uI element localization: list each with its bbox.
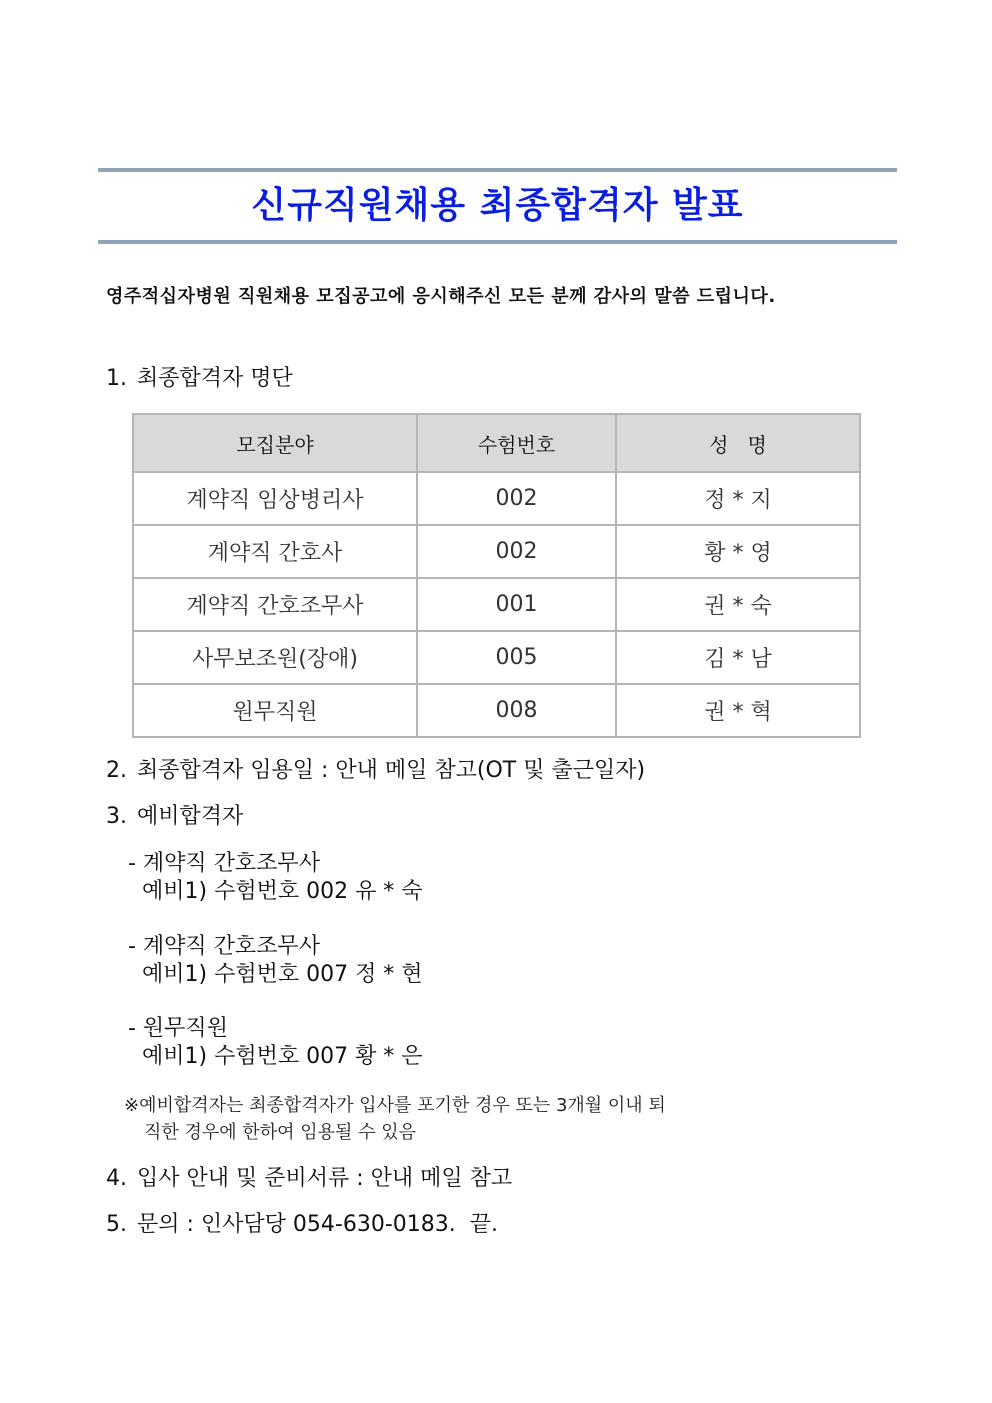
table-row [133, 631, 860, 684]
row-name: 권 * 혁 [616, 684, 860, 737]
table-row [133, 525, 860, 578]
row-name: 김 * 남 [616, 631, 860, 684]
section-4-number: 4. [106, 1166, 127, 1191]
header-field: 모집분야 [133, 414, 417, 472]
page-title: 신규직원채용 최종합격자 발표 [251, 185, 744, 226]
section-1-label: 최종합격자 명단 [137, 366, 293, 391]
reserve-detail: 예비1) 수험번호 007 정 * 현 [142, 962, 423, 987]
header-exam-number: 수험번호 [417, 414, 616, 472]
row-field: 계약직 간호조무사 [133, 578, 417, 631]
row-exam-number: 002 [417, 525, 616, 578]
row-exam-number: 008 [417, 684, 616, 737]
section-2-number: 2. [106, 758, 127, 783]
table-row [133, 684, 860, 737]
reserve-note-line-1: ※예비합격자는 최종합격자가 입사를 포기한 경우 또는 3개월 이내 퇴 [124, 1095, 666, 1116]
header-name: 성 명 [616, 414, 860, 472]
section-3-label: 예비합격자 [137, 804, 244, 829]
table-header-row [133, 414, 860, 472]
section-3-number: 3. [106, 804, 127, 829]
section-5-label: 문의 : 인사담당 054-630-0183. 끝. [137, 1212, 498, 1237]
section-4-label: 입사 안내 및 준비서류 : 안내 메일 참고 [137, 1166, 513, 1191]
reserve-field: - 계약직 간호조무사 [128, 934, 320, 959]
title-top-rule [98, 168, 897, 172]
row-field: 사무보조원(장애) [133, 631, 417, 684]
section-2-label: 최종합격자 임용일 : 안내 메일 참고(OT 및 출근일자) [137, 758, 646, 783]
section-3-heading [106, 802, 243, 832]
table-row [133, 578, 860, 631]
row-exam-number: 005 [417, 631, 616, 684]
section-4-heading [106, 1164, 512, 1194]
row-name: 정 * 지 [616, 472, 860, 525]
section-1-number: 1. [106, 366, 127, 391]
section-1-heading [106, 364, 293, 394]
row-field: 원무직원 [133, 684, 417, 737]
section-5-number: 5. [106, 1212, 127, 1237]
reserve-field: - 원무직원 [128, 1016, 228, 1041]
row-exam-number: 002 [417, 472, 616, 525]
title-bottom-rule [98, 240, 897, 244]
reserve-detail: 예비1) 수험번호 002 유 * 숙 [142, 879, 423, 904]
row-field: 계약직 임상병리사 [133, 472, 417, 525]
intro-text: 영주적십자병원 직원채용 모집공고에 응시해주신 모든 분께 감사의 말씀 드립니다. [106, 286, 776, 307]
row-name: 권 * 숙 [616, 578, 860, 631]
section-2-heading [106, 756, 645, 786]
row-name: 황 * 영 [616, 525, 860, 578]
section-5-heading [106, 1210, 498, 1240]
final-results-table [132, 413, 861, 738]
row-exam-number: 001 [417, 578, 616, 631]
row-field: 계약직 간호사 [133, 525, 417, 578]
reserve-field: - 계약직 간호조무사 [128, 851, 320, 876]
table-row [133, 472, 860, 525]
reserve-note-line-2: 직한 경우에 한하여 임용될 수 있음 [144, 1122, 417, 1143]
reserve-detail: 예비1) 수험번호 007 황 * 은 [142, 1044, 423, 1069]
